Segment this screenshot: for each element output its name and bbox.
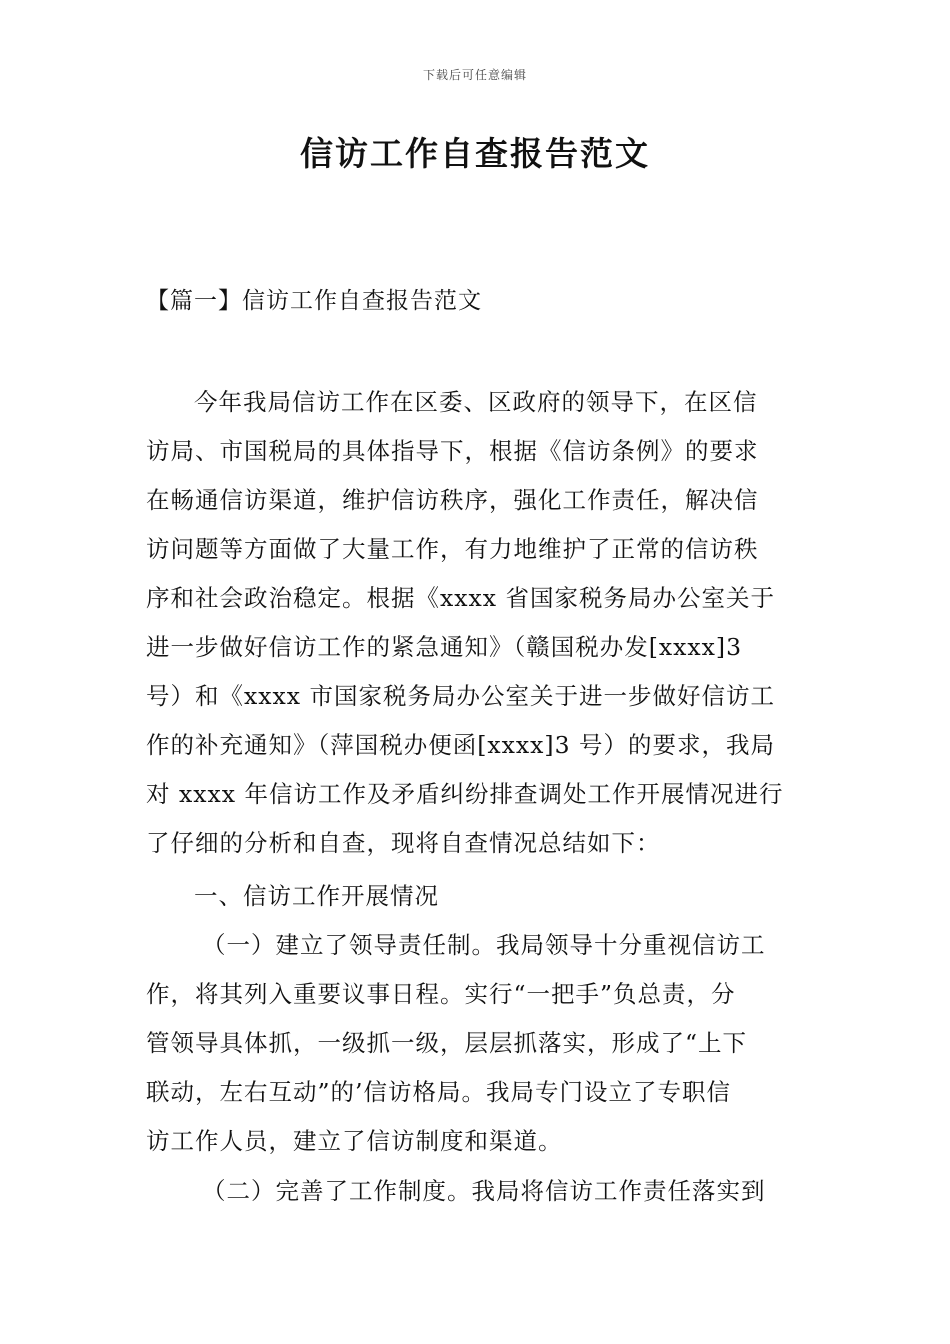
paragraph-line: 号）和《xxxx 市国家税务局办公室关于进一步做好信访工	[146, 682, 775, 710]
paragraph-line: 在畅通信访渠道，维护信访秩序，强化工作责任，解决信	[146, 486, 759, 514]
paragraph-intro	[146, 378, 808, 868]
paragraph-line: 访局、市国税局的具体指导下，根据《信访条例》的要求	[146, 437, 759, 465]
paragraph-line: 一、信访工作开展情况	[194, 882, 439, 910]
paragraph-leadership	[146, 921, 808, 1166]
paragraph-line: 进一步做好信访工作的紧急通知》（赣国税办发[xxxx]3	[146, 633, 743, 661]
document-title: 信访工作自查报告范文	[300, 134, 650, 173]
paragraph-line: 联动，左右互动”的’信访格局。我局专门设立了专职信	[146, 1078, 731, 1106]
paragraph-line: 访问题等方面做了大量工作，有力地维护了正常的信访秩	[146, 535, 759, 563]
paragraph-line: 对 xxxx 年信访工作及矛盾纠纷排查调处工作开展情况进行	[146, 780, 784, 808]
paragraph-line: 序和社会政治稳定。根据《xxxx 省国家税务局办公室关于	[146, 584, 775, 612]
paragraph-line: （一）建立了领导责任制。我局领导十分重视信访工	[202, 931, 766, 959]
section-heading: 【篇一】信访工作自查报告范文	[146, 288, 482, 314]
paragraph-line: 作，将其列入重要议事日程。实行“一把手”负总责，分	[146, 980, 736, 1008]
header-note: 下载后可任意编辑	[422, 68, 527, 82]
paragraph-line: （二）完善了工作制度。我局将信访工作责任落实到	[202, 1177, 766, 1205]
paragraph-line: 访工作人员，建立了信访制度和渠道。	[146, 1127, 563, 1155]
paragraph-system	[146, 1167, 808, 1216]
paragraph-line: 今年我局信访工作在区委、区政府的领导下，在区信	[194, 388, 758, 416]
paragraph-line: 作的补充通知》（萍国税办便函[xxxx]3 号）的要求，我局	[146, 731, 776, 759]
subsection-heading	[146, 872, 808, 921]
paragraph-line: 了仔细的分析和自查，现将自查情况总结如下：	[146, 829, 661, 857]
paragraph-line: 管领导具体抓，一级抓一级，层层抓落实，形成了“上下	[146, 1029, 748, 1057]
